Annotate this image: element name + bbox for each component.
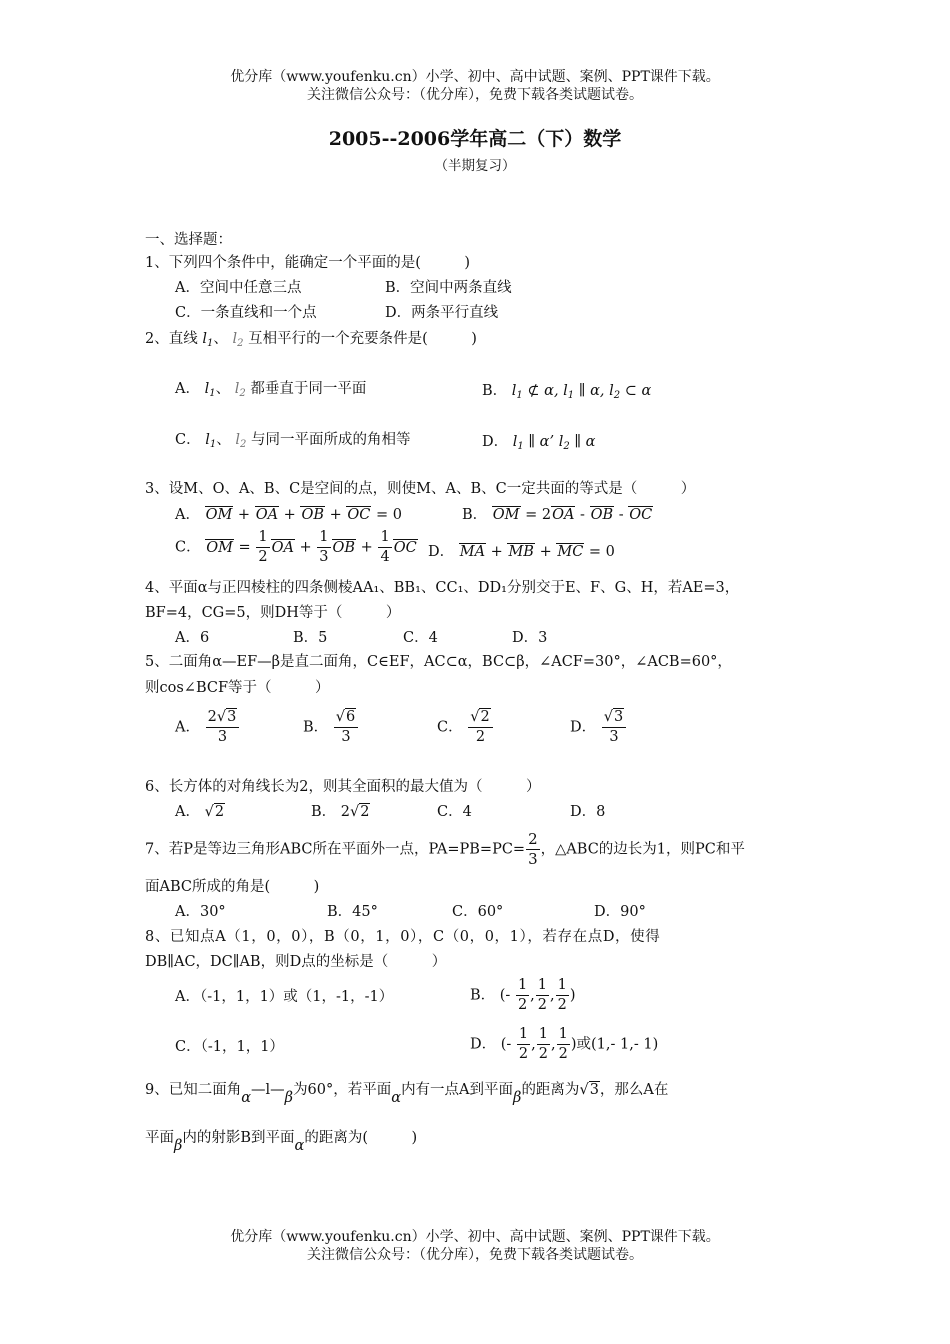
q2-suffix: 互相平行的一个充要条件是( ) [248, 331, 477, 347]
page-subtitle: （半期复习） [434, 158, 516, 174]
q8-line-1: 8、已知点A（1，0，0），B（0，1，0），C（0，0，1），若存在点D，使得 [145, 929, 661, 945]
footer-line-2: 关注微信公众号：（优分库），免费下载各类试题试卷。 [307, 1247, 643, 1263]
q4-option-b: B．5 [293, 630, 328, 646]
q7-line-2: 面ABC所成的角是( ) [145, 879, 320, 895]
q1-stem: 1、下列四个条件中，能确定一个平面的是( ) [145, 255, 471, 271]
q7-option-d: D．90° [594, 904, 646, 920]
q6-option-d: D．8 [570, 804, 606, 820]
q8-option-a: A．（-1，1，1）或（1，-1，-1） [175, 989, 394, 1005]
q7-option-a: A．30° [175, 904, 226, 920]
q8-option-d: D． (- $\frac{1}{2}$ , $\frac{1}{2}$ , $\frac{1}{2}$ )或(1,- 1,- 1) [470, 1026, 659, 1062]
separator: 、 [213, 331, 228, 347]
q5-option-a: A． $\frac{2√3}{3}$ [175, 708, 240, 747]
q8-line-2: DB∥AC，DC∥AB，则D点的坐标是（ ） [145, 954, 447, 970]
q4-line-2: BF=4，CG=5，则DH等于（ ） [145, 605, 401, 621]
q3-option-d: D． MA + MB + MC = 0 [428, 544, 615, 560]
line-l1: $l_1$ [202, 331, 214, 349]
q5-line-2: 则cos∠BCF等于（ ） [145, 680, 330, 696]
q6-option-a: A． √2 [175, 804, 225, 820]
q2-stem [145, 327, 477, 349]
q5-option-d: D． $\frac{√3}{3}$ [570, 708, 627, 747]
q2-option-b: B． $l_1$ ⊄ α, $l_1$ ∥ α, $l_2$ ⊂ α [482, 383, 652, 401]
q7-option-b: B．45° [327, 904, 378, 920]
header-banner [0, 68, 950, 104]
page-title: 2005--2006学年高二（下）数学 [328, 128, 622, 150]
q2-option-c: C． $l_1$、 $l_2$ 与同一平面所成的角相等 [175, 432, 411, 450]
q3-stem: 3、设M、O、A、B、C是空间的点，则使M、A、B、C一定共面的等式是（ ） [145, 481, 696, 497]
q4-option-a: A．6 [175, 630, 210, 646]
q7-line-1: 7、若P是等边三角形ABC所在平面外一点，PA=PB=PC= $\frac{2}{3}$ ，△ABC的边长为1，则PC和平 [145, 830, 745, 868]
q5-line-1: 5、二面角α—EF—β是直二面角，C∈EF，AC⊂α，BC⊂β，∠ACF=30°，∠ACB=60°， [145, 654, 732, 670]
q1-option-c: C．一条直线和一个点 [175, 305, 317, 321]
q9-line-1: 9、已知二面角α—l—β为60°，若平面α内有一点A到平面β的距离为√3，那么A在 [145, 1082, 669, 1106]
q6-option-c: C．4 [437, 804, 472, 820]
banner-line-1: 优分库（www.youfenku.cn）小学、初中、高中试题、案例、PPT课件下载。 [230, 69, 720, 85]
q5-option-b: B． $\frac{√6}{3}$ [303, 708, 359, 747]
q1-option-a: A．空间中任意三点 [175, 280, 302, 296]
banner-line-2: 关注微信公众号：（优分库），免费下载各类试题试卷。 [307, 87, 643, 103]
footer-banner [0, 1228, 950, 1264]
section-heading: 一、选择题： [145, 232, 232, 248]
q9-line-2: 平面β内的射影B到平面α的距离为( ) [145, 1130, 418, 1154]
q6-option-b: B． 2√2 [311, 804, 370, 820]
q2-prefix: 2、直线 [145, 331, 198, 347]
q7-option-c: C．60° [452, 904, 504, 920]
q4-option-d: D．3 [512, 630, 548, 646]
q2-option-a: A． $l_1$、 $l_2$ 都垂直于同一平面 [175, 381, 367, 399]
q1-option-d: D．两条平行直线 [385, 305, 499, 321]
q5-option-c: C． $\frac{√2}{2}$ [437, 708, 494, 747]
q1-option-b: B．空间中两条直线 [385, 280, 512, 296]
q6-stem: 6、长方体的对角线长为2，则其全面积的最大值为（ ） [145, 779, 541, 795]
q4-option-c: C．4 [403, 630, 438, 646]
q8-option-c: C．（-1，1，1） [175, 1039, 284, 1055]
q3-option-a: A． OM + OA + OB + OC = 0 [175, 507, 402, 523]
q4-line-1: 4、平面α与正四棱柱的四条侧棱AA₁、BB₁、CC₁、DD₁分别交于E、F、G、H，若AE=3， [145, 580, 740, 596]
q8-option-b: B． (- $\frac{1}{2}$ , $\frac{1}{2}$ , $\frac{1}{2}$ ) [470, 977, 576, 1013]
q2-option-d: D． $l_1$ ∥ α’ $l_2$ ∥ α [482, 434, 596, 452]
q3-option-b: B． OM = 2OA - OB - OC [462, 507, 653, 523]
line-l2: $l_2$ [232, 331, 244, 349]
q3-option-c: C． OM = $\frac{1}{2}$ OA + $\frac{1}{3}$ OB + $\frac{1}{4}$ OC [175, 529, 417, 565]
footer-line-1: 优分库（www.youfenku.cn）小学、初中、高中试题、案例、PPT课件下载。 [230, 1229, 720, 1245]
